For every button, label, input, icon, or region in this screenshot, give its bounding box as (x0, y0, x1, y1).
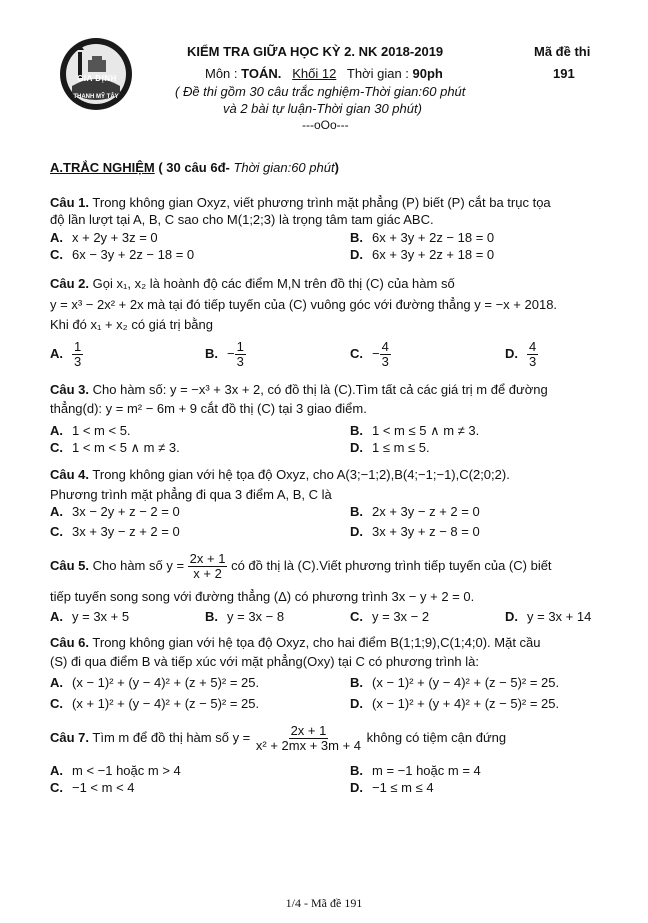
question-label: Câu 2. (50, 276, 90, 291)
option-b[interactable]: B. 1 < m ≤ 5 ∧ m ≠ 3. (350, 423, 480, 438)
question-7: Câu 7. Tìm m để đồ thị hàm số y = $\frac{2x + 1}{\text{x² + 2mx + 3m + 4}}$ không có tiệm cận đứng (50, 723, 507, 753)
exam-title: KIỂM TRA GIỮA HỌC KỲ 2. NK 2018-2019 (187, 44, 444, 59)
question-text: Trong không gian Oxyz, viết phương trình mặt phẳng (P) biết (P) cắt ba trục tọa (92, 195, 551, 210)
page-footer: 1/4 - Mã đề 191 (285, 896, 363, 910)
question-text: Trong không gian với hệ tọa độ Oxyz, cho A(3;−1;2),B(4;−1;−1),C(2;0;2). (92, 467, 510, 482)
fraction: $\frac{2x + 1}{\text{x² + 2mx + 3m + 4}}$ (255, 723, 362, 753)
option-d[interactable]: D. y = 3x + 14 (505, 609, 592, 624)
option-a[interactable]: A. m < −1 hoặc m > 4 (50, 763, 181, 778)
option-b[interactable]: B. 6x + 3y + 2z − 18 = 0 (350, 230, 495, 245)
question-1 (50, 194, 551, 211)
logo-text-bottom: THẠNH MỸ TÂY (73, 94, 119, 100)
question-6 (50, 634, 541, 651)
question-5-line2: tiếp tuyến song song với đường thẳng (Δ) có phương trình 3x − y + 2 = 0. (50, 589, 475, 604)
option-b[interactable]: B. (x − 1)² + (y − 4)² + (z − 5)² = 25. (350, 675, 560, 690)
option-d[interactable]: D. 1 ≤ m ≤ 5. (350, 440, 430, 455)
option-c[interactable]: C. −1 < m < 4 (50, 780, 135, 795)
question-label: Câu 3. (50, 382, 90, 397)
option-c[interactable]: C. 3x + 3y − z + 2 = 0 (50, 524, 180, 539)
section-heading: A.TRẮC NGHIỆM ( 30 câu 6đ- Thời gian:60 phút) (50, 160, 339, 175)
header-divider: ---oOo--- (302, 118, 349, 132)
question-1-line2: độ lần lượt tại A, B, C sao cho M(1;2;3) là trọng tâm tam giác ABC. (50, 212, 434, 227)
option-a[interactable]: A. (x − 1)² + (y − 4)² + (z + 5)² = 25. (50, 675, 260, 690)
question-2-line3: Khi đó x₁ + x₂ có giá trị bằng (50, 317, 213, 332)
question-label: Câu 5. (50, 557, 90, 573)
option-b[interactable]: B. − $\frac{1}{3}$ (205, 339, 244, 369)
section-detail: ( 30 câu 6đ- (154, 160, 234, 175)
option-d[interactable]: D. $\frac{4}{3}$ (505, 339, 537, 369)
question-label: Câu 7. (50, 729, 90, 745)
grade: Khối 12 (292, 66, 337, 81)
option-c[interactable]: C. − $\frac{4}{3}$ (350, 339, 389, 369)
option-b[interactable]: B. y = 3x − 8 (205, 609, 285, 624)
option-a[interactable]: A. 1 < m < 5. (50, 423, 131, 438)
question-text: Gọi x₁, x₂ là hoành độ các điểm M,N trên đồ thị (C) của hàm số (92, 276, 455, 291)
subject-label: Môn : (205, 66, 242, 81)
subject-line: Môn : TOÁN. Khối 12 Thời gian : 90ph (205, 66, 443, 81)
question-label: Câu 6. (50, 635, 90, 650)
option-d[interactable]: D. 6x + 3y + 2z + 18 = 0 (350, 247, 495, 262)
question-text: Cho hàm số: y = −x³ + 3x + 2, có đồ thị là (C).Tìm tất cả các giá trị m để đường (92, 382, 548, 397)
question-4 (50, 466, 510, 483)
question-label: Câu 1. (50, 195, 90, 210)
option-a[interactable]: A. 3x − 2y + z − 2 = 0 (50, 504, 180, 519)
option-b[interactable]: B. m = −1 hoặc m = 4 (350, 763, 481, 778)
question-label: Câu 4. (50, 467, 90, 482)
exam-note-line1: ( Đề thi gồm 30 câu trắc nghiệm-Thời gian:60 phút (175, 84, 466, 99)
option-a[interactable]: A. $\frac{1}{3}$ (50, 339, 82, 369)
school-logo (58, 36, 134, 112)
question-3 (50, 381, 548, 398)
option-c[interactable]: C. y = 3x − 2 (350, 609, 430, 624)
question-2 (50, 275, 455, 292)
section-time: Thời gian:60 phút (233, 160, 335, 175)
exam-note-line2: và 2 bài tự luận-Thời gian 30 phút) (223, 101, 422, 116)
time-label: Thời gian : (346, 66, 413, 81)
question-text: Trong không gian với hệ tọa độ Oxyz, cho hai điểm B(1;1;9),C(1;4;0). Mặt cầu (92, 635, 541, 650)
fraction: $\frac{2x + 1}{x + 2}$ (189, 551, 226, 581)
question-2-line2: y = x³ − 2x² + 2x mà tại đó tiếp tuyến của (C) vuông góc với đường thẳng y = −x + 2018. (50, 297, 558, 312)
question-3-line2: thẳng(d): y = m² − 6m + 9 cắt đồ thị (C) tại 3 giao điểm. (50, 401, 367, 416)
option-d[interactable]: D. (x − 1)² + (y + 4)² + (z − 5)² = 25. (350, 696, 560, 711)
question-4-line2: Phương trình mặt phẳng đi qua 3 điểm A, B, C là (50, 487, 332, 502)
option-a[interactable]: A. y = 3x + 5 (50, 609, 130, 624)
option-b[interactable]: B. 2x + 3y − z + 2 = 0 (350, 504, 480, 519)
subject-name: TOÁN (241, 66, 278, 81)
option-c[interactable]: C. 6x − 3y + 2z − 18 = 0 (50, 247, 195, 262)
time-value: 90ph (412, 66, 443, 81)
logo-text-top: GIA ĐỊNH (77, 74, 117, 83)
exam-code-label: Mã đề thi (534, 44, 591, 59)
option-c[interactable]: C. (x + 1)² + (y − 4)² + (z − 5)² = 25. (50, 696, 260, 711)
option-d[interactable]: D. −1 ≤ m ≤ 4 (350, 780, 434, 795)
option-a[interactable]: A. x + 2y + 3z = 0 (50, 230, 158, 245)
option-c[interactable]: C. 1 < m < 5 ∧ m ≠ 3. (50, 440, 180, 455)
question-5: Câu 5. Cho hàm số y = $\frac{2x + 1}{x + 2}$ có đồ thị là (C).Viết phương trình tiếp tuyến của (C) biết (50, 551, 552, 581)
section-title: A.TRẮC NGHIỆM (50, 160, 155, 175)
question-6-line2: (S) đi qua điểm B và tiếp xúc với mặt phẳng(Oxy) tại C có phương trình là: (50, 654, 479, 669)
option-d[interactable]: D. 3x + 3y + z − 8 = 0 (350, 524, 480, 539)
exam-code: 191 (553, 66, 575, 81)
